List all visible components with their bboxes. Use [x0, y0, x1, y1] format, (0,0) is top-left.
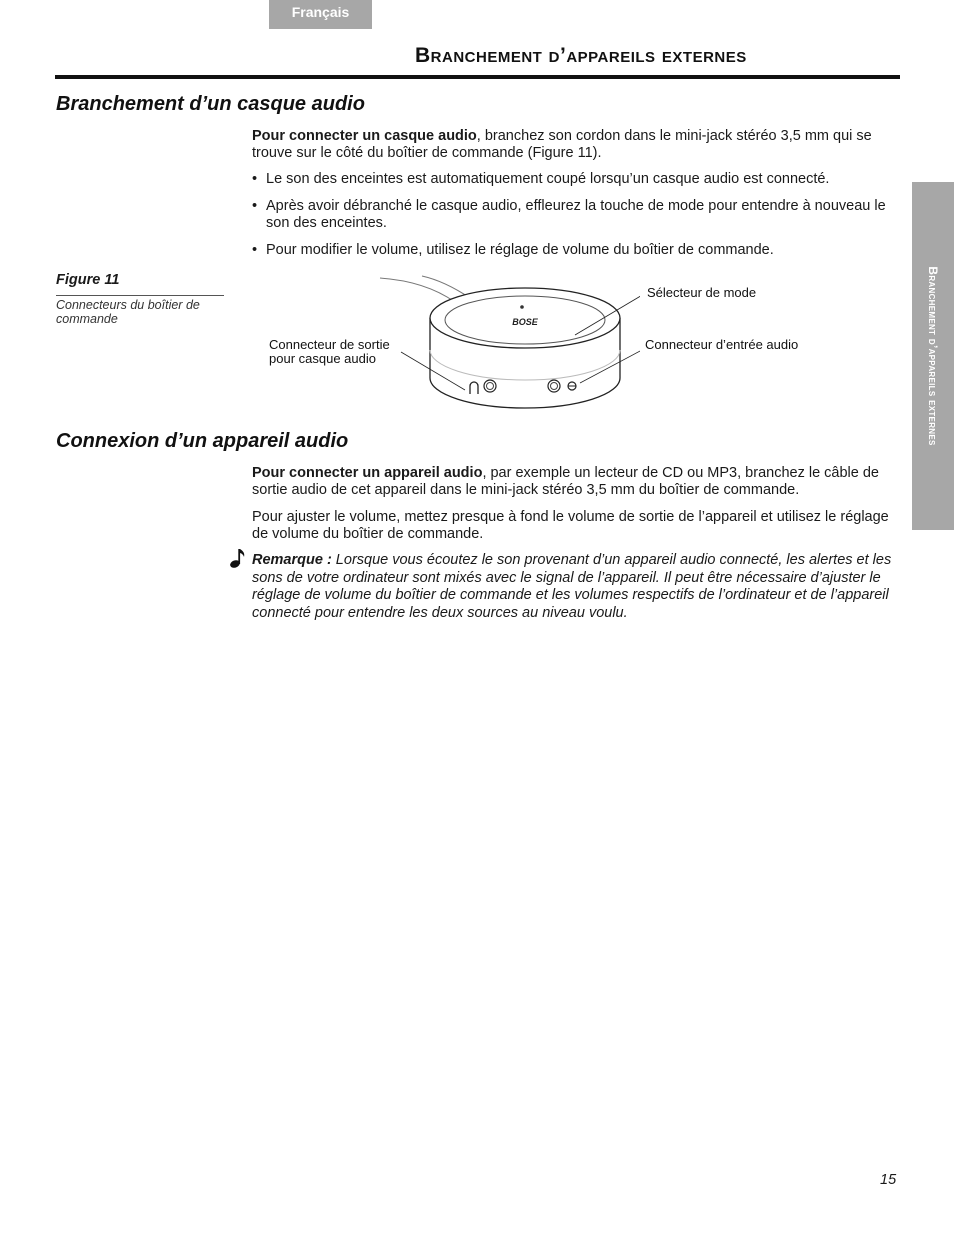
figure-rule: [56, 295, 224, 296]
title-rule: [55, 75, 900, 79]
note-label: Remarque :: [252, 552, 332, 568]
brand-logo: BOSE: [512, 317, 538, 327]
bullet-item: • Le son des enceintes est automatiquement coupé lorsqu’un casque audio est connecté.: [252, 171, 830, 187]
control-pod-illustration: [370, 270, 640, 415]
audio-device-intro: [252, 465, 900, 499]
volume-paragraph: Pour ajuster le volume, mettez presque à fond le volume de sortie de l’appareil et utilisez le réglage de volume du boîtier de commande.: [252, 509, 889, 542]
bullet-item: • Après avoir débranché le casque audio, effleurez la touche de mode pour entendre à nouveau le son des enceintes.: [252, 198, 886, 231]
language-tab: Français: [269, 0, 372, 29]
bullet-text: Le son des enceintes est automatiquement coupé lorsqu’un casque audio est connecté.: [266, 171, 830, 187]
note-paragraph: [252, 552, 900, 622]
callout-mode-selector: Sélecteur de mode: [647, 285, 757, 300]
headphones-intro-text: , branchez son cordon dans le mini-jack stéréo 3,5 mm qui se trouve sur le côté du boîtier de commande (Figure 11).: [252, 128, 872, 161]
figure-label: Figure 11: [56, 272, 120, 288]
bullet-text: Après avoir débranché le casque audio, effleurez la touche de mode pour entendre à nouveau le son des enceintes.: [266, 198, 886, 231]
page-number: 15: [880, 1172, 897, 1188]
audio-device-intro-bold: Pour connecter un appareil audio: [252, 465, 483, 481]
bullet-item: • Pour modifier le volume, utilisez le réglage de volume du boîtier de commande.: [252, 242, 774, 258]
headphones-intro-bold: Pour connecter un casque audio: [252, 128, 477, 144]
side-tab: [912, 182, 954, 530]
callout-headphone-out: Connecteur de sortie pour casque audio: [269, 337, 390, 366]
section-heading-headphones: Branchement d’un casque audio: [56, 93, 365, 115]
bullet-text: Pour modifier le volume, utilisez le réglage de volume du boîtier de commande.: [266, 242, 774, 258]
side-tab-label: Branchement d’appareils externes: [926, 266, 940, 446]
audio-device-intro-text: , par exemple un lecteur de CD ou MP3, branchez le câble de sortie audio de cet appareil dans le mini-jack stéréo 3,5 mm du boîtier de commande.: [252, 465, 879, 498]
page-title: Branchement d’appareils externes: [415, 44, 747, 67]
callout-audio-in: Connecteur d’entrée audio: [645, 337, 799, 352]
music-note-icon: [229, 546, 247, 570]
note-text: Lorsque vous écoutez le son provenant d’un appareil audio connecté, les alertes et les sons de votre ordinateur sont mixés avec le signal de l’appareil. Il peut être nécessaire d’ajuster le réglage de volume du boîtier de commande et les volumes respectifs de l’ordinateur et de l’appareil connecté pour entendre les deux sources au niveau voulu.: [252, 552, 892, 621]
figure-caption: Connecteurs du boîtier de commande: [56, 298, 200, 326]
headphones-intro: [252, 128, 900, 162]
section-heading-audio-device: Connexion d’un appareil audio: [56, 430, 349, 452]
